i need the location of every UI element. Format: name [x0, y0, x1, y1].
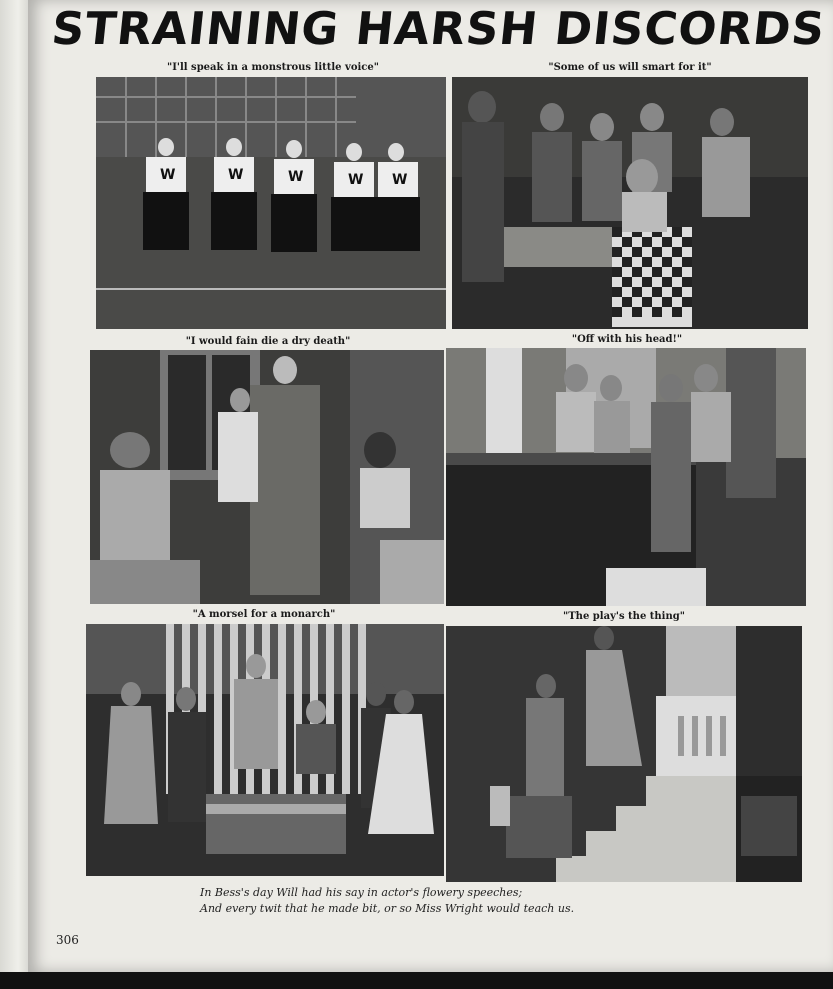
photo-cheerleaders: [96, 77, 446, 329]
photo-caption: "I would fain die a dry death": [185, 336, 351, 347]
photo-caption: "Off with his head!": [571, 334, 683, 345]
svg-text:W: W: [392, 172, 408, 188]
photo-lab-counter: [446, 348, 806, 606]
page-number: 306: [56, 933, 79, 947]
photo-caption: "A morsel for a monarch": [192, 609, 336, 620]
photo-table-gathering: [452, 77, 808, 329]
page-headline: STRAINING HARSH DISCORDS: [49, 2, 828, 55]
scan-edge: [0, 972, 833, 989]
svg-text:W: W: [160, 167, 176, 183]
page-gutter: [0, 0, 30, 972]
photo-drinking-scene: [90, 350, 444, 604]
svg-text:W: W: [348, 172, 364, 188]
photo-stage-steps: [446, 626, 802, 882]
photo-royal-court: [86, 624, 444, 876]
photo-caption: "I'll speak in a monstrous little voice": [167, 62, 379, 73]
svg-text:W: W: [228, 167, 244, 183]
photo-caption: "The play's the thing": [563, 611, 685, 622]
closing-verse: [200, 885, 680, 917]
svg-text:W: W: [288, 169, 304, 185]
verse-line: And every twit that he made bit, or so Miss Wright would teach us.: [200, 902, 575, 915]
photo-caption: "Some of us will smart for it": [548, 62, 712, 73]
verse-line: In Bess's day Will had his say in actor's flowery speeches;: [200, 886, 523, 899]
